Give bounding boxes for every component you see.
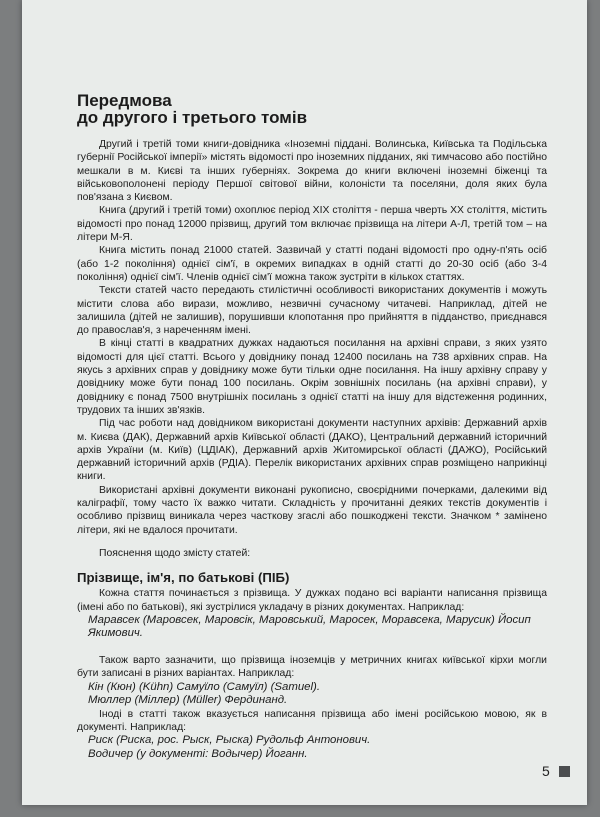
example-russian-1: Риск (Риска, рос. Рыск, Рыска) Рудольф Антонович. — [88, 734, 371, 747]
example-surname-variants: Маравсек (Маровсек, Маровсік, Маровський, Маросек, Моравсека, Марусик) Йосип Якимович. — [88, 613, 531, 640]
page-title — [77, 92, 547, 126]
paragraph-4: Тексти статей часто передають стилістичні особливості використаних документів і можуть містити слова або вирази, можливо, незвичні сучасному читачеві. Наприклад, дітей не залишила (дітей не залишив), порушивши клопотання про прийняття в підданство, приєднався до православ'я, з нареченням імені. — [77, 285, 547, 337]
paragraph-2: Книга (другий і третій томи) охоплює період XIX століття - перша чверть XX століття, містить відомості про понад 12000 прізвищ, другий том включає прізвища на літери А-Л, третій том – на літери М-Я. — [77, 205, 547, 244]
paragraph-kirha: Також варто зазначити, що прізвища іноземців у метричних книгах київської кірхи могли бути записані в різних варіантах. Наприклад: — [77, 654, 547, 680]
section-heading: Прізвище, ім'я, по батькові (ПІБ) — [77, 570, 290, 586]
paragraph-1: Другий і третій томи книги-довідника «Іноземні піддані. Волинська, Київська та Подільська губернії Російської імперії» містять відомості про іноземних підданих, які тимчасово або постійно мешкали в м. Києві та інших губерніях. Зокрема до книги включені іноземні біженці та військовополонені періоду Першої світової війни, колоністи та поселяни, доля яких була пов'язана з Києвом. — [77, 139, 547, 204]
title-line-1: Передмова — [77, 91, 172, 110]
paragraph-6: Під час роботи над довідником використані документи наступних архівів: Державний архів м. Києва (ДАК), Державний архів Київської області (ДАКО), Центральний державний історичний архів України (м. Київ) (ЦДІАК), Державний архів Житомирської області (ДАЖО), Російський державний історичний архів (РДІА). Перелік використаних архівних справ розміщено наприкінці книги. — [77, 418, 547, 483]
example-kirha-1: Кін (Кюн) (Kühn) Самуїло (Самуїл) (Samuel). — [88, 680, 320, 693]
title-line-2: до другого і третього томів — [77, 108, 308, 127]
paragraph-7: Використані архівні документи виконані рукописно, своєрідними почерками, далекими від каліграфії, тому часто їх важко читати. Складність у прочитанні деяких текстів документів і особливо прізвищ виникала через часткову згаслі або пошкоджені тексти. Значком * замінено літери, які не вдалося прочитати. — [77, 484, 547, 536]
page-number: 5 — [542, 763, 550, 779]
section-paragraph: Кожна стаття починається з прізвища. У дужках подано всі варіанти написання прізвища (імені або по батькові), які зустрілися укладачу в різних документах. Наприклад: — [77, 588, 547, 613]
paragraph-3: Книга містить понад 21000 статей. Зазвичай у статті подані відомості про одну-п'ять осіб (або 1-2 покоління) однієї сім'ї, в окремих випадках в одній статті до 20-30 осіб (або 3-4 покоління) однієї сім'ї. Членів однієї сім'ї можна також зустріти в кількох статтях. — [77, 245, 547, 283]
example-kirha-2: Мюллер (Міллер) (Müller) Фердинанд. — [88, 694, 288, 707]
document-page — [22, 0, 587, 805]
paragraph-russian: Іноді в статті також вказується написання прізвища або імені російською мовою, як в документі. Наприклад: — [77, 708, 547, 734]
page-marker-square — [559, 766, 570, 777]
paragraph-5: В кінці статті в квадратних дужках надаються посилання на архівні справи, з яких узято відомості для цієї статті. Всього у довіднику понад 12400 посилань на 738 архівних справ. На якусь з архівних справ у довіднику може бути тільки одне посилання. На іншу архівну справу у довіднику може бути понад 100 посилань. Окрім зовнішніх посилань (на архівні справи), у довіднику є понад 7500 внутрішніх посилань з однієї статті на іншу для відстеження родинних, трудових та інших зв'язків. — [77, 338, 547, 416]
page-content — [77, 92, 547, 762]
explanation-intro: Пояснення щодо змісту статей: — [99, 547, 251, 559]
example-russian-2: Водичер (у документі: Водычер) Йоганн. — [88, 747, 308, 760]
